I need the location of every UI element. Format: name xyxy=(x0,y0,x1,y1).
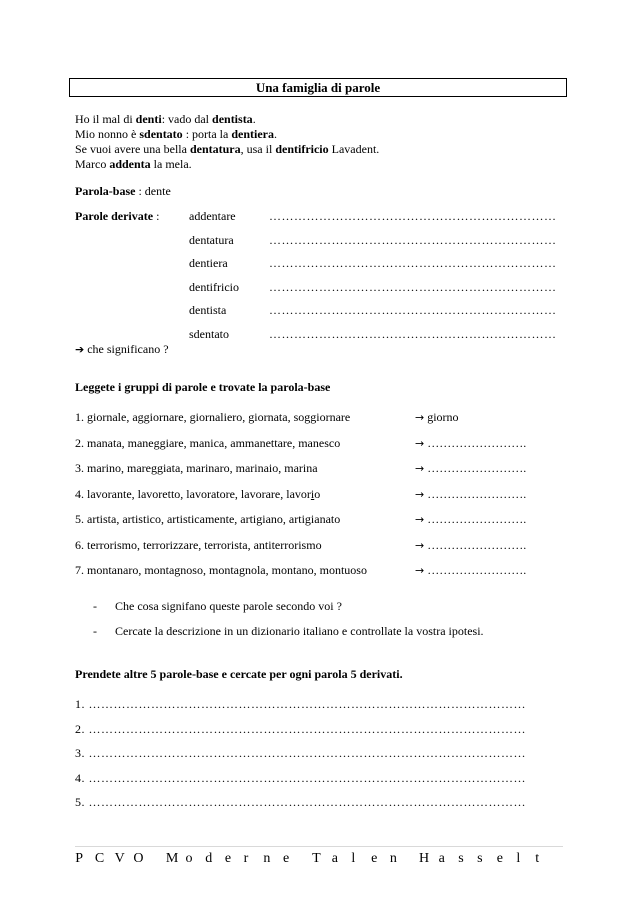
intro-text: Se vuoi avere una bella xyxy=(75,142,190,156)
derived-word: dentiera xyxy=(189,256,228,270)
group-row xyxy=(75,538,322,553)
group-row xyxy=(75,512,340,527)
derived-word: dentifricio xyxy=(189,279,239,294)
group-row xyxy=(75,563,367,578)
group-words: 7. montanaro, montagnoso, montagnola, montano, montuoso xyxy=(75,563,367,577)
intro-keyword: dentista xyxy=(212,112,253,126)
group-answer-text: ……………………. xyxy=(427,461,527,475)
arrow-right-icon: ➔ xyxy=(75,343,85,356)
group-row xyxy=(75,461,318,476)
intro-text: . xyxy=(274,127,277,141)
intro-text: la mela. xyxy=(150,157,192,171)
intro-keyword: addenta xyxy=(109,157,151,171)
arrow-right-icon: → xyxy=(415,538,425,552)
intro-line xyxy=(75,157,192,172)
footer-letter: l xyxy=(351,851,356,866)
group-answer xyxy=(415,512,526,527)
derived-word: dentista xyxy=(189,303,227,317)
intro-text: Mio nonno è xyxy=(75,127,140,141)
base-word: dente xyxy=(144,184,171,198)
derived-answer-dots: …………………………………………………………… xyxy=(269,326,557,341)
derived-answer-dots: …………………………………………………………… xyxy=(269,232,557,247)
footer-letter: e xyxy=(371,851,378,866)
footer-divider xyxy=(75,846,563,847)
arrow-right-icon: → xyxy=(415,487,425,501)
footer-letter: a xyxy=(438,851,445,866)
footer-letter: H xyxy=(418,851,430,866)
page-title: Una famiglia di parole xyxy=(69,78,567,97)
group-answer-text: ……………………. xyxy=(427,563,527,577)
footer-letter: n xyxy=(389,851,397,866)
task-line: 2. …………………………………………………………………………………………… xyxy=(75,721,526,736)
task-line: 3. …………………………………………………………………………………………… xyxy=(75,746,526,760)
intro-keyword: dentatura xyxy=(189,142,241,156)
question-dash: - xyxy=(93,599,97,613)
group-answer xyxy=(415,461,526,476)
derived-word: sdentato xyxy=(189,326,229,341)
group-answer-text: ……………………. xyxy=(427,512,527,526)
footer-letter: r xyxy=(243,851,249,866)
footer-letter: d xyxy=(205,851,213,866)
group-words: 1. giornale, aggiornare, giornaliero, giornata, soggiornare xyxy=(75,410,351,424)
footer-letter: t xyxy=(535,851,540,866)
task-heading: Prendete altre 5 parole-base e cercate per ogni parola 5 derivati. xyxy=(75,667,403,681)
intro-text: Ho il mal di xyxy=(75,112,136,126)
footer-letter: l xyxy=(516,851,521,866)
intro-text: Lavadent. xyxy=(328,142,380,156)
derived-word: dentatura xyxy=(189,232,234,247)
footer-letter: e xyxy=(496,851,503,866)
group-answer xyxy=(415,538,526,553)
footer-letter: a xyxy=(331,851,338,866)
derived-answer-dots: …………………………………………………………… xyxy=(269,256,557,270)
base-label: Parola-base xyxy=(75,184,136,198)
base-sep: : xyxy=(135,184,145,198)
intro-keyword: dentifricio xyxy=(275,142,329,156)
intro-line xyxy=(75,112,256,127)
arrow-right-icon: → xyxy=(415,411,425,424)
group-answer xyxy=(415,436,526,451)
derived-answer-dots: …………………………………………………………… xyxy=(269,279,557,294)
footer-letter: T xyxy=(312,851,321,866)
task-line: 4. …………………………………………………………………………………………… xyxy=(75,770,526,785)
arrow-right-icon: → xyxy=(415,462,425,475)
group-answer xyxy=(415,487,526,502)
intro-line xyxy=(75,127,277,142)
group-row xyxy=(75,487,320,502)
group-answer xyxy=(415,410,459,425)
question-text: Che cosa signifano queste parole secondo voi ? xyxy=(115,599,342,613)
intro-text: . xyxy=(252,112,256,126)
footer-letter: n xyxy=(263,851,271,866)
group-row xyxy=(75,410,350,425)
footer-letter: V xyxy=(114,851,125,866)
footer-letter: e xyxy=(224,851,232,866)
group-words: 6. terrorismo, terrorizzare, terrorista, antiterrorismo xyxy=(75,537,322,552)
arrow-right-icon: → xyxy=(415,513,425,526)
group-words: 2. manata, maneggiare, manica, ammanettare, manesco xyxy=(75,435,341,450)
derived-heading xyxy=(75,209,159,224)
footer-letter: M xyxy=(165,851,179,866)
group-words-underlined: i xyxy=(310,486,315,501)
footer-letter: o xyxy=(185,851,193,866)
derived-word: addentare xyxy=(189,209,236,223)
group-answer xyxy=(415,563,526,578)
footer-letter: P xyxy=(75,851,84,866)
group-words: 5. artista, artistico, artisticamente, artigiano, artigianato xyxy=(75,512,341,526)
group-answer-text: ……………………. xyxy=(427,435,527,450)
intro-keyword: sdentato xyxy=(139,127,183,141)
group-words: 3. marino, mareggiata, marinaro, marinaio, marina xyxy=(75,461,318,475)
question-dash: - xyxy=(93,624,97,638)
task-line: 1. …………………………………………………………………………………………… xyxy=(75,697,526,711)
group-words: 4. lavorante, lavoretto, lavoratore, lavorare, lavor xyxy=(75,486,311,501)
intro-line xyxy=(75,142,379,157)
footer-letter: e xyxy=(283,851,290,866)
footer-letter: C xyxy=(94,851,105,866)
derived-sep: : xyxy=(153,209,160,223)
intro-keyword: dentiera xyxy=(231,127,274,141)
derived-label: Parole derivate xyxy=(75,209,154,223)
group-answer-text: ……………………. xyxy=(427,537,527,552)
intro-text: : porta la xyxy=(182,127,232,141)
derived-answer-dots: …………………………………………………………… xyxy=(269,209,557,223)
footer-letter: O xyxy=(133,851,144,866)
intro-keyword: denti xyxy=(135,112,162,126)
base-word-line xyxy=(75,184,171,199)
group-words: o xyxy=(314,486,321,501)
derived-answer-dots: …………………………………………………………… xyxy=(269,303,557,317)
meaning-text: che significano ? xyxy=(84,342,169,356)
meaning-prompt xyxy=(75,342,169,357)
intro-text: Marco xyxy=(75,157,110,171)
intro-text: , usa il xyxy=(240,142,276,156)
intro-text: : vado dal xyxy=(161,112,213,126)
footer-letter: s xyxy=(477,851,483,866)
arrow-right-icon: → xyxy=(415,564,425,577)
footer-letter: s xyxy=(458,851,464,866)
group-answer-text: giorno xyxy=(427,410,459,424)
arrow-right-icon: → xyxy=(415,436,425,450)
groups-heading: Leggete i gruppi di parole e trovate la parola-base xyxy=(75,380,331,394)
group-row xyxy=(75,436,340,451)
question-text: Cercate la descrizione in un dizionario italiano e controllate la vostra ipotesi. xyxy=(115,624,484,638)
group-answer-text: ……………………. xyxy=(427,486,527,501)
task-line: 5. …………………………………………………………………………………………… xyxy=(75,795,526,809)
